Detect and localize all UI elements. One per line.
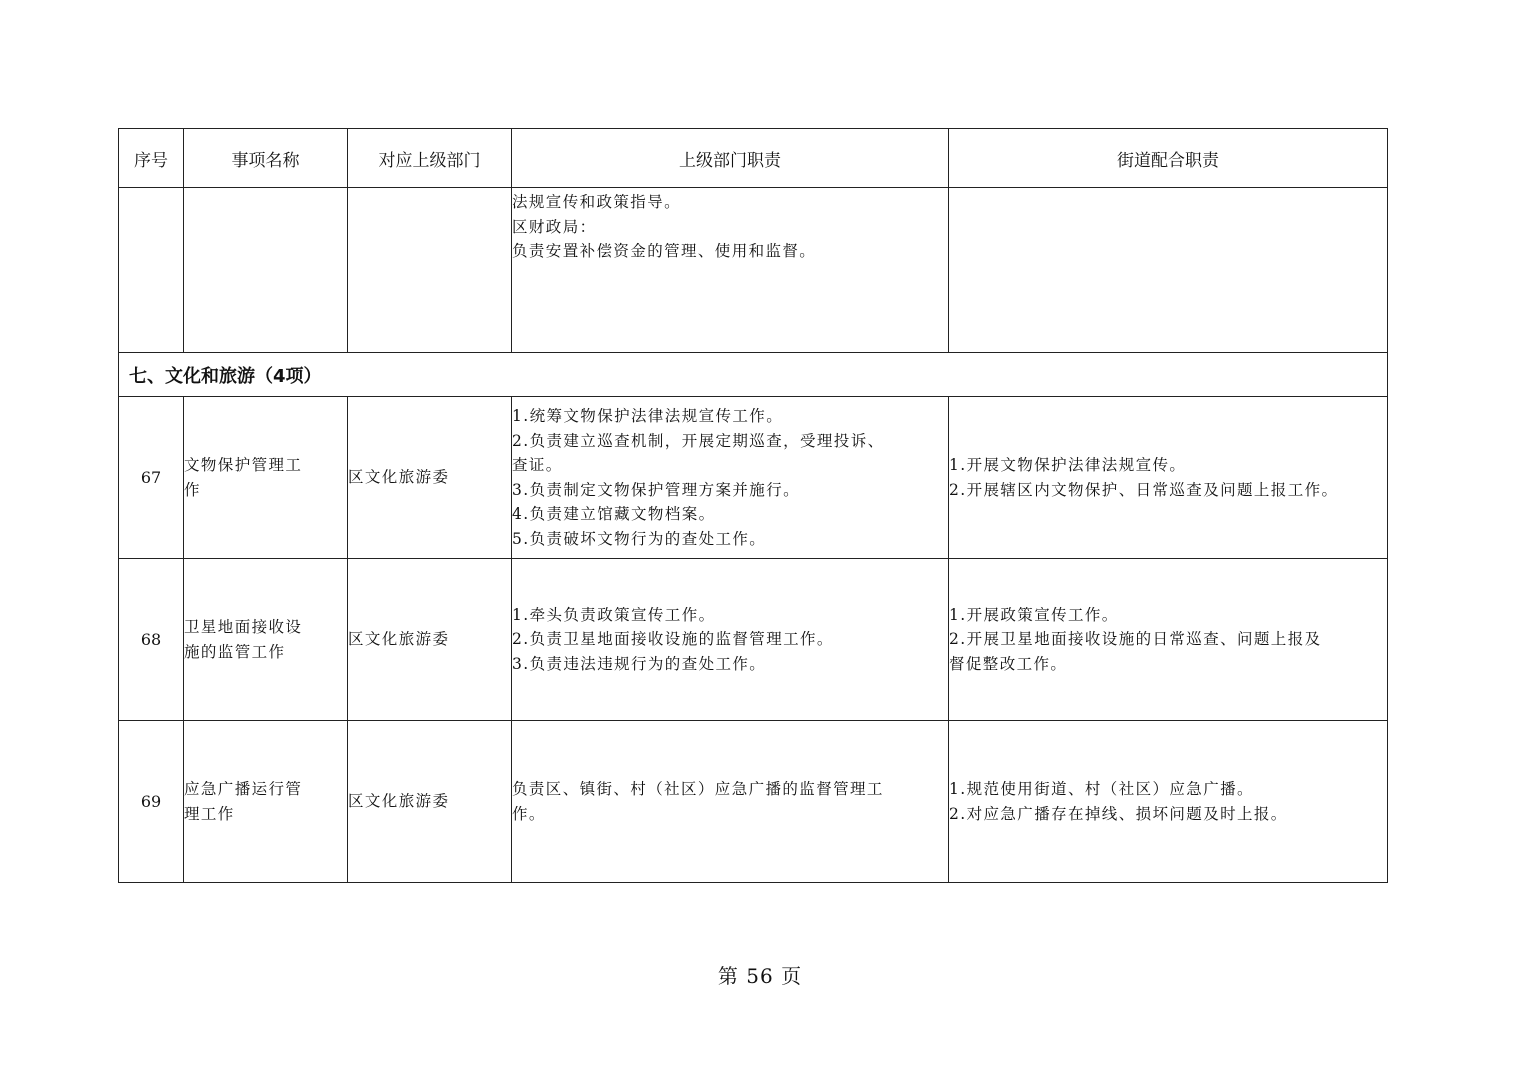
- row-number: [119, 188, 184, 353]
- row-superior-duty: 1.牵头负责政策宣传工作。 2.负责卫星地面接收设施的监督管理工作。 3.负责违法违规行为的查处工作。: [512, 559, 949, 721]
- section-row: [119, 353, 1388, 397]
- header-item-name: 事项名称: [184, 129, 348, 188]
- row-item-name: 文物保护管理工 作: [184, 397, 348, 559]
- table-row: [119, 397, 1388, 559]
- row-superior-duty: 1.统筹文物保护法律法规宣传工作。 2.负责建立巡查机制，开展定期巡查，受理投诉、 查证。 3.负责制定文物保护管理方案并施行。 4.负责建立馆藏文物档案。 5.负责破坏文物行为的查处工作。: [512, 397, 949, 559]
- header-superior-dept: 对应上级部门: [348, 129, 512, 188]
- row-superior-dept: 区文化旅游委: [348, 559, 512, 721]
- header-street-duty: 街道配合职责: [949, 129, 1388, 188]
- row-street-duty: 1.规范使用街道、村（社区）应急广播。 2.对应急广播存在掉线、损坏问题及时上报。: [949, 721, 1388, 883]
- header-number: 序号: [119, 129, 184, 188]
- row-street-duty: 1.开展文物保护法律法规宣传。 2.开展辖区内文物保护、日常巡查及问题上报工作。: [949, 397, 1388, 559]
- row-number: 67: [119, 397, 184, 559]
- row-superior-duty: 负责区、镇街、村（社区）应急广播的监督管理工 作。: [512, 721, 949, 883]
- row-superior-dept: 区文化旅游委: [348, 721, 512, 883]
- section-title: 七、文化和旅游（4项）: [119, 353, 1388, 397]
- table-row-continued: [119, 188, 1388, 353]
- table-row: [119, 559, 1388, 721]
- row-superior-duty: 法规宣传和政策指导。 区财政局： 负责安置补偿资金的管理、使用和监督。: [512, 188, 949, 353]
- header-superior-duty: 上级部门职责: [512, 129, 949, 188]
- row-number: 69: [119, 721, 184, 883]
- page-number: 第 56 页: [717, 964, 803, 988]
- table-header-row: [119, 129, 1388, 188]
- row-street-duty: 1.开展政策宣传工作。 2.开展卫星地面接收设施的日常巡查、问题上报及 督促整改工作。: [949, 559, 1388, 721]
- row-superior-dept: 区文化旅游委: [348, 397, 512, 559]
- row-item-name: 应急广播运行管 理工作: [184, 721, 348, 883]
- row-street-duty: [949, 188, 1388, 353]
- duty-table: [118, 128, 1388, 883]
- row-superior-dept: [348, 188, 512, 353]
- row-item-name: [184, 188, 348, 353]
- row-item-name: 卫星地面接收设 施的监管工作: [184, 559, 348, 721]
- table-row: [119, 721, 1388, 883]
- row-number: 68: [119, 559, 184, 721]
